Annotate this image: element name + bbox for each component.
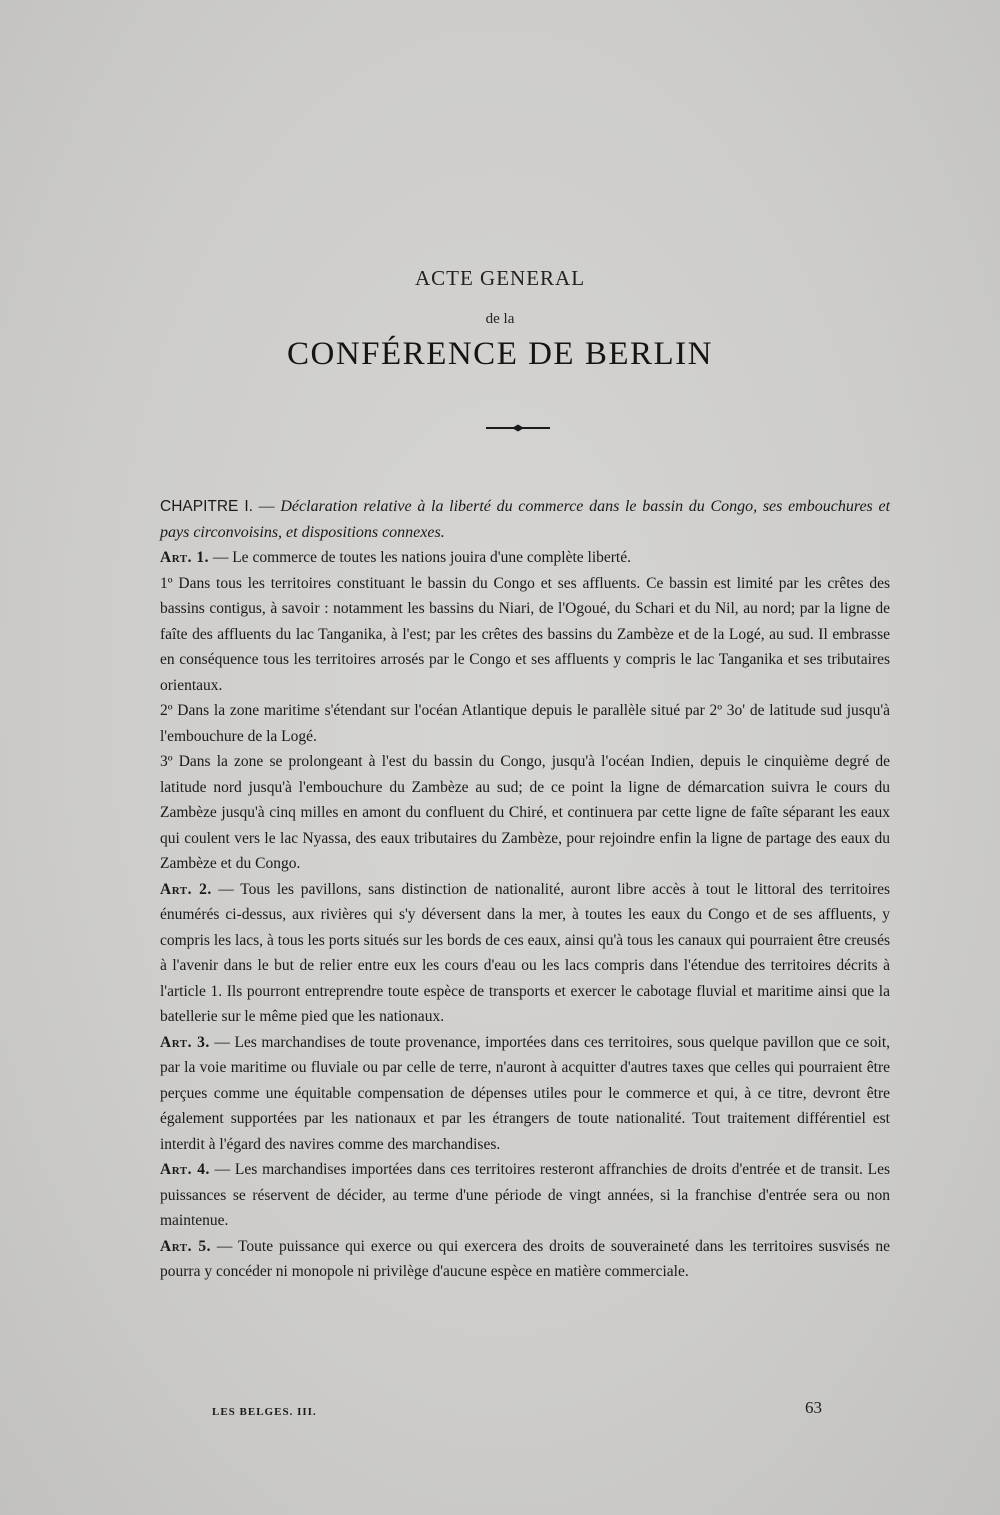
article-2-dash: —: [211, 880, 241, 898]
footer-series-title: LES BELGES. III.: [212, 1406, 317, 1418]
article-4-dash: —: [209, 1161, 235, 1178]
article-3-label: Art. 3.: [160, 1033, 210, 1051]
article-1-label: Art. 1.: [160, 549, 209, 566]
chapter-title: Déclaration relative à la liberté du commerce dans le bassin du Congo, ses embouchures et pays circonvoisins, et dispositions connexes.: [160, 498, 891, 541]
article-1: [160, 545, 890, 571]
article-3-dash: —: [209, 1033, 235, 1051]
page-number: 63: [805, 1398, 822, 1417]
article-5: [160, 1234, 890, 1285]
paragraph-3: 3º Dans la zone se prolongeant à l'est du bassin du Congo, jusqu'à l'océan Indien, depuis le cinquième degré de latitude nord jusqu'à l'embouchure du Zambèze au sud; de ce point la ligne de démarcation suivra le cours du Zambèze jusqu'à cinq milles en amont du confluent du Chiré, et continuera par cette ligne de faîte séparant les eaux qui coulent vers le lac Nyassa, des eaux tributaires du Zambèze, pour rejoindre enfin la ligne de partage des eaux du Zambèze et du Congo.: [160, 753, 890, 872]
article-1-dash: —: [208, 549, 233, 566]
paragraph-2: 2º Dans la zone maritime s'étendant sur l'océan Atlantique depuis le parallèle situé par 2º 3o' de latitude sud jusqu'à l'embouchure de la Logé.: [160, 702, 890, 745]
article-5-dash: —: [210, 1237, 238, 1255]
chapter-heading: [160, 494, 890, 545]
body-text: [160, 494, 890, 1285]
article-5-label: Art. 5.: [160, 1237, 211, 1255]
article-2: [160, 877, 890, 1030]
article-4-label: Art. 4.: [160, 1161, 210, 1178]
chapter-label: CHAPITRE I.: [160, 498, 253, 515]
title-conference-de-berlin: CONFÉRENCE DE BERLIN: [287, 336, 713, 372]
article-2-label: Art. 2.: [160, 880, 212, 898]
chapter-dash: —: [252, 498, 281, 515]
article-3-text: Les marchandises de toute provenance, importées dans ces territoires, sous quelque pavillon que ce soit, par la voie maritime ou fluviale ou par celle de terre, n'auront à acquitter d'autres taxes que celles qui pourraient être perçues comme une équitable compensation de dépenses utiles pour le commerce et qui, à ce titre, devront être également supportées par les nationaux et par les étrangers de toute nationalité. Tout traitement différentiel est interdit à l'égard des navires comme des marchandises.: [160, 1033, 890, 1153]
article-2-text: Tous les pavillons, sans distinction de nationalité, auront libre accès à tout le littoral des territoires énumérés ci-dessus, aux rivières qui s'y déversent dans la mer, à toutes les eaux du Congo et de ses affluents, y compris les lacs, à tous les ports situés sur les bords de ces eaux, ainsi qu'à tous les canaux qui pourraient être creusés à l'avenir dans le but de relier entre eux les cours d'eau ou les lacs compris dans l'étendue des territoires décrits à l'article 1. Ils pourront entreprendre toute espèce de transports et exercer le cabotage fluvial et maritime ainsi que la batellerie sur le même pied que les nationaux.: [160, 880, 890, 1025]
title-de-la: de la: [485, 311, 515, 327]
title-acte-general: ACTE GENERAL: [414, 266, 586, 290]
article-4: [160, 1157, 890, 1234]
article-3: [160, 1030, 890, 1158]
article-1-text: Le commerce de toutes les nations jouira d'une complète liberté.: [232, 549, 631, 566]
paragraph-1: 1º Dans tous les territoires constituant le bassin du Congo et ses affluents. Ce bassin est limité par les crêtes des bassins contigus, à savoir : notamment les bassins du Niari, de l'Ogoué, du Schari et du Nil, au nord; par la ligne de faîte des affluents du lac Tanganika, à l'est; par les crêtes des bassins du Zambèze et de la Logé, au sud. Il embrasse en conséquence tous les territoires arrosés par le Congo et ses affluents y compris le lac Tanganika et ses tributaires orientaux.: [160, 574, 890, 694]
ornament-divider-icon: [486, 423, 550, 433]
article-4-text: Les marchandises importées dans ces territoires resteront affranchies de droits d'entrée et de transit. Les puissances se réservent de décider, au terme d'une période de vingt années, si la franchise d'entrée sera ou non maintenue.: [160, 1161, 890, 1229]
article-5-text: Toute puissance qui exerce ou qui exercera des droits de souveraineté dans les territoires susvisés ne pourra y concéder ni monopole ni privilège d'aucune espèce en matière commerciale.: [160, 1237, 890, 1280]
